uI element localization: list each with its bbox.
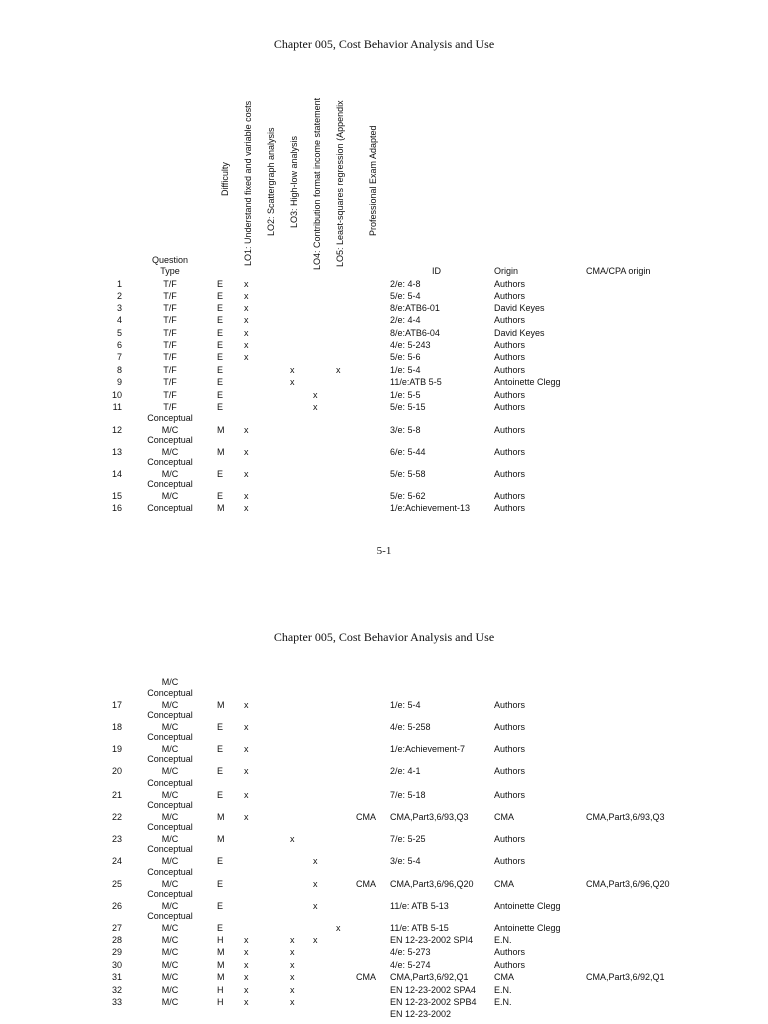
row-lo1: x [244, 947, 249, 957]
table-row [0, 984, 768, 996]
row-number: 13 [111, 447, 122, 457]
header-lo1: LO1: Understand fixed and variable costs [243, 100, 253, 266]
row-id: 4/e: 5-274 [390, 960, 431, 970]
row-question-type: T/F [163, 377, 177, 387]
row-id: 4/e: 5-243 [390, 340, 431, 350]
row-number: 3 [116, 303, 122, 313]
table-row [0, 314, 768, 326]
row-question-type: M/C [161, 700, 179, 710]
row-origin: Authors [494, 960, 526, 970]
row-question-type: T/F [163, 402, 177, 412]
row-origin: Authors [494, 766, 526, 776]
row-lo5: x [336, 365, 341, 375]
row-lo3: x [290, 935, 295, 945]
row-number: 14 [111, 469, 122, 479]
row-lo1: x [244, 447, 249, 457]
table-row [0, 996, 768, 1008]
row-number: 24 [111, 856, 122, 866]
table-row [0, 743, 768, 755]
row-origin: Authors [494, 722, 526, 732]
row-origin: E.N. [494, 997, 512, 1007]
table-row [0, 302, 768, 314]
row-lo1: x [244, 812, 249, 822]
row-lo3: x [290, 834, 295, 844]
row-question-type: M/C [161, 447, 179, 457]
row-difficulty: E [217, 328, 224, 338]
row-question-type: M/C [161, 812, 179, 822]
row-number: 26 [111, 901, 122, 911]
row-lo1: x [244, 469, 249, 479]
row-id: 2/e: 4-1 [390, 766, 421, 776]
row-lo4: x [313, 390, 318, 400]
row-pre-label: Conceptual [147, 911, 193, 921]
row-number: 18 [111, 722, 122, 732]
row-id: 3/e: 5-8 [390, 425, 421, 435]
row-id: 7/e: 5-25 [390, 834, 426, 844]
row-lo1: x [244, 985, 249, 995]
row-question-type: M/C [161, 960, 179, 970]
row-number: 6 [116, 340, 122, 350]
row-difficulty: E [217, 390, 224, 400]
row-id: 11/e:ATB 5-5 [390, 377, 442, 387]
row-lo3: x [290, 972, 295, 982]
row-pre-label: M/C [161, 677, 179, 687]
row-question-type: M/C [161, 935, 179, 945]
row-question-type: T/F [163, 303, 177, 313]
row-number: 21 [111, 790, 122, 800]
row-difficulty: M [217, 947, 225, 957]
table-row [0, 959, 768, 971]
table-row [0, 389, 768, 401]
row-origin: CMA [494, 812, 514, 822]
row-origin: Antoinette Clegg [494, 901, 561, 911]
table-row [0, 401, 768, 413]
row-id: 1/e: 5-5 [390, 390, 421, 400]
row-origin: David Keyes [494, 328, 545, 338]
row-professional: CMA [356, 879, 376, 889]
table-row [0, 922, 768, 934]
row-difficulty: H [217, 997, 224, 1007]
row-number: 16 [111, 503, 122, 513]
row-id: 11/e: ATB 5-15 [390, 923, 449, 933]
header-lo2: LO2: Scattergraph analysis [266, 127, 276, 236]
table-row [0, 339, 768, 351]
row-lo1: x [244, 722, 249, 732]
row-lo1: x [244, 700, 249, 710]
table-row [0, 855, 768, 867]
row-lo3: x [290, 377, 295, 387]
row-origin: CMA [494, 972, 514, 982]
row-question-type: M/C [161, 856, 179, 866]
table-row [0, 490, 768, 502]
header-lo4: LO4: Contribution format income statement [312, 97, 322, 270]
row-question-type: M/C [161, 834, 179, 844]
row-lo5: x [336, 923, 341, 933]
row-origin: CMA [494, 879, 514, 889]
row-pre-label: Conceptual [147, 413, 193, 423]
table-row [0, 351, 768, 363]
page-number: 5-1 [376, 545, 392, 557]
row-difficulty: M [217, 425, 225, 435]
table-row [0, 721, 768, 733]
row-difficulty: M [217, 960, 225, 970]
row-lo1: x [244, 972, 249, 982]
row-difficulty: E [217, 315, 224, 325]
row-lo1: x [244, 766, 249, 776]
row-question-type: T/F [163, 390, 177, 400]
row-question-type: T/F [163, 279, 177, 289]
row-number: 23 [111, 834, 122, 844]
row-question-type: M/C [161, 923, 179, 933]
row-question-type: M/C [161, 744, 179, 754]
row-lo1: x [244, 279, 249, 289]
row-pre-label: Conceptual [147, 754, 193, 764]
row-id: 1/e:Achievement-13 [390, 503, 471, 513]
row-lo1: x [244, 960, 249, 970]
row-origin: Authors [494, 834, 526, 844]
page-title: Chapter 005, Cost Behavior Analysis and Use [273, 37, 495, 51]
header-lo5: LO5: Least-squares regression (Appendix [335, 100, 345, 267]
row-id: 1/e: 5-4 [390, 700, 421, 710]
row-number: 1 [116, 279, 122, 289]
row-pre-label: Conceptual [147, 732, 193, 742]
row-difficulty: E [217, 291, 224, 301]
row-lo1: x [244, 352, 249, 362]
row-professional: CMA [356, 972, 376, 982]
row-question-type: M/C [161, 985, 179, 995]
row-number: 4 [116, 315, 122, 325]
table-row [0, 502, 768, 514]
row-difficulty: E [217, 901, 224, 911]
row-question-type: T/F [163, 291, 177, 301]
row-difficulty: E [217, 377, 224, 387]
row-difficulty: E [217, 279, 224, 289]
row-number: 31 [111, 972, 122, 982]
table-row [0, 878, 768, 890]
row-origin: E.N. [494, 985, 512, 995]
row-origin: Authors [494, 352, 526, 362]
row-lo1: x [244, 491, 249, 501]
row-id: 7/e: 5-18 [390, 790, 426, 800]
row-difficulty: E [217, 352, 224, 362]
row-lo3: x [290, 960, 295, 970]
header-professional: Professional Exam Adapted [368, 125, 378, 236]
row-lo4: x [313, 901, 318, 911]
row-origin: Authors [494, 291, 526, 301]
row-id: CMA,Part3,6/93,Q3 [390, 812, 469, 822]
row-question-type: M/C [161, 972, 179, 982]
row-lo3: x [290, 947, 295, 957]
row-number: 8 [116, 365, 122, 375]
row-origin: Authors [494, 469, 526, 479]
row-number: 2 [116, 291, 122, 301]
row-pre-label: Conceptual [147, 800, 193, 810]
row-id: 1/e: 5-4 [390, 365, 421, 375]
row-pre-label: Conceptual [147, 435, 193, 445]
row-cma-origin: CMA,Part3,6/93,Q3 [586, 812, 665, 822]
row-difficulty: H [217, 935, 224, 945]
row-difficulty: E [217, 923, 224, 933]
table-row [0, 699, 768, 711]
row-lo1: x [244, 303, 249, 313]
row-id: 8/e:ATB6-04 [390, 328, 440, 338]
row-difficulty: E [217, 766, 224, 776]
header-question-type-2: Type [160, 266, 180, 276]
row-origin: Antoinette Clegg [494, 923, 561, 933]
row-number: 32 [111, 985, 122, 995]
row-pre-label: Conceptual [147, 688, 193, 698]
row-id: EN 12-23-2002 SPI4 [390, 935, 474, 945]
table-row [0, 765, 768, 777]
row-question-type: M/C [161, 766, 179, 776]
row-id: 6/e: 5-44 [390, 447, 426, 457]
row-id: 8/e:ATB6-01 [390, 303, 440, 313]
row-origin: Authors [494, 390, 526, 400]
row-lo1: x [244, 315, 249, 325]
row-id: 4/e: 5-258 [390, 722, 431, 732]
row-id: 5/e: 5-15 [390, 402, 426, 412]
table-row [0, 327, 768, 339]
row-question-type: T/F [163, 352, 177, 362]
row-number: 22 [111, 812, 122, 822]
row-question-type: T/F [163, 328, 177, 338]
row-origin: Authors [494, 700, 526, 710]
table-row [0, 278, 768, 290]
row-pre-label: Conceptual [147, 867, 193, 877]
header-cma-cpa-origin: CMA/CPA origin [586, 266, 651, 276]
row-id: 5/e: 5-4 [390, 291, 421, 301]
row-number: 10 [111, 390, 122, 400]
row-id: EN 12-23-2002 SPB4 [390, 997, 477, 1007]
row-origin: Authors [494, 315, 526, 325]
row-origin: Authors [494, 402, 526, 412]
row-question-type: M/C [161, 425, 179, 435]
header-question-type-1: Question [151, 255, 189, 265]
page-title-2: Chapter 005, Cost Behavior Analysis and Use [273, 630, 495, 644]
row-question-type: M/C [161, 879, 179, 889]
row-cma-origin: CMA,Part3,6/96,Q20 [586, 879, 670, 889]
row-lo4: x [313, 856, 318, 866]
row-difficulty: E [217, 469, 224, 479]
table-row [0, 946, 768, 958]
table-row [0, 424, 768, 436]
row-origin: Authors [494, 744, 526, 754]
row-number: 11 [112, 402, 122, 412]
row-difficulty: E [217, 722, 224, 732]
row-origin: Authors [494, 340, 526, 350]
table-row [0, 900, 768, 912]
row-question-type: T/F [163, 340, 177, 350]
row-lo3: x [290, 985, 295, 995]
table-row [0, 833, 768, 845]
row-lo1: x [244, 328, 249, 338]
row-id: 5/e: 5-62 [390, 491, 426, 501]
row-id: 5/e: 5-58 [390, 469, 426, 479]
row-id: 4/e: 5-273 [390, 947, 431, 957]
row-pre-label: Conceptual [147, 778, 193, 788]
row-origin: Authors [494, 447, 526, 457]
row-question-type: Conceptual [147, 503, 193, 513]
row-question-type: M/C [161, 469, 179, 479]
row-lo4: x [313, 935, 318, 945]
row-origin: Authors [494, 365, 526, 375]
row-lo4: x [313, 879, 318, 889]
row-lo1: x [244, 425, 249, 435]
row-number: 17 [111, 700, 122, 710]
row-number: 7 [116, 352, 122, 362]
row-lo1: x [244, 744, 249, 754]
row-difficulty: E [217, 491, 224, 501]
row-lo1: x [244, 997, 249, 1007]
row-pre-label: Conceptual [147, 710, 193, 720]
row-number: 28 [111, 935, 122, 945]
row-id: 2/e: 4-4 [390, 315, 421, 325]
row-difficulty: M [217, 972, 225, 982]
header-difficulty: Difficulty [220, 162, 230, 196]
row-difficulty: E [217, 790, 224, 800]
row-lo1: x [244, 340, 249, 350]
row-difficulty: M [217, 503, 225, 513]
row-pre-label: Conceptual [147, 844, 193, 854]
row-number: 19 [111, 744, 122, 754]
row-id: 1/e:Achievement-7 [390, 744, 466, 754]
row-difficulty: E [217, 365, 224, 375]
table-row [0, 789, 768, 801]
row-id: 3/e: 5-4 [390, 856, 421, 866]
row-origin: Authors [494, 279, 526, 289]
table-row [0, 971, 768, 983]
row-pre-label: Conceptual [147, 889, 193, 899]
row-lo1: x [244, 790, 249, 800]
row-question-type: T/F [163, 365, 177, 375]
row-difficulty: M [217, 700, 225, 710]
row-id: 5/e: 5-6 [390, 352, 421, 362]
header-id: ID [432, 266, 441, 276]
row-id: CMA,Part3,6/92,Q1 [390, 972, 469, 982]
row-number: 30 [111, 960, 122, 970]
row-id: 11/e: ATB 5-13 [390, 901, 449, 911]
table-row [0, 811, 768, 823]
row-origin: Authors [494, 491, 526, 501]
row-number: 27 [111, 923, 122, 933]
row-cma-origin: CMA,Part3,6/92,Q1 [586, 972, 665, 982]
row-id: 2/e: 4-8 [390, 279, 421, 289]
row-difficulty: E [217, 303, 224, 313]
row-id: CMA,Part3,6/96,Q20 [390, 879, 474, 889]
row-id: EN 12-23-2002 [390, 1009, 452, 1019]
row-question-type: T/F [163, 315, 177, 325]
table-row [0, 1008, 768, 1020]
table-row [0, 376, 768, 388]
row-professional: CMA [356, 812, 376, 822]
row-number: 29 [111, 947, 122, 957]
table-row [0, 290, 768, 302]
row-pre-label: Conceptual [147, 479, 193, 489]
row-number: 20 [111, 766, 122, 776]
row-difficulty: M [217, 447, 225, 457]
row-number: 5 [116, 328, 122, 338]
row-lo1: x [244, 291, 249, 301]
row-difficulty: E [217, 340, 224, 350]
row-question-type: M/C [161, 947, 179, 957]
row-origin: Authors [494, 503, 526, 513]
row-difficulty: E [217, 402, 224, 412]
header-lo3: LO3: High-low analysis [289, 135, 299, 228]
row-number: 15 [111, 491, 122, 501]
table-row [0, 468, 768, 480]
row-difficulty: E [217, 879, 224, 889]
row-lo1: x [244, 503, 249, 513]
row-difficulty: E [217, 744, 224, 754]
row-lo3: x [290, 997, 295, 1007]
table-row [0, 934, 768, 946]
row-difficulty: M [217, 812, 225, 822]
row-lo1: x [244, 935, 249, 945]
row-question-type: M/C [161, 790, 179, 800]
row-id: EN 12-23-2002 SPA4 [390, 985, 476, 995]
row-lo4: x [313, 402, 318, 412]
row-difficulty: H [217, 985, 224, 995]
row-number: 33 [111, 997, 122, 1007]
row-number: 9 [116, 377, 122, 387]
row-difficulty: M [217, 834, 225, 844]
row-pre-label: Conceptual [147, 457, 193, 467]
row-difficulty: E [217, 856, 224, 866]
row-origin: Authors [494, 947, 526, 957]
table-row [0, 364, 768, 376]
row-number: 12 [111, 425, 122, 435]
row-question-type: M/C [161, 722, 179, 732]
row-question-type: M/C [161, 997, 179, 1007]
row-pre-label: Conceptual [147, 822, 193, 832]
row-number: 25 [111, 879, 122, 889]
row-lo3: x [290, 365, 295, 375]
row-origin: E.N. [494, 935, 512, 945]
row-origin: Antoinette Clegg [494, 377, 561, 387]
row-origin: Authors [494, 790, 526, 800]
row-origin: Authors [494, 856, 526, 866]
table-row [0, 446, 768, 458]
row-origin: David Keyes [494, 303, 545, 313]
row-question-type: M/C [161, 491, 179, 501]
row-origin: Authors [494, 425, 526, 435]
header-origin: Origin [494, 266, 519, 276]
row-question-type: M/C [161, 901, 179, 911]
